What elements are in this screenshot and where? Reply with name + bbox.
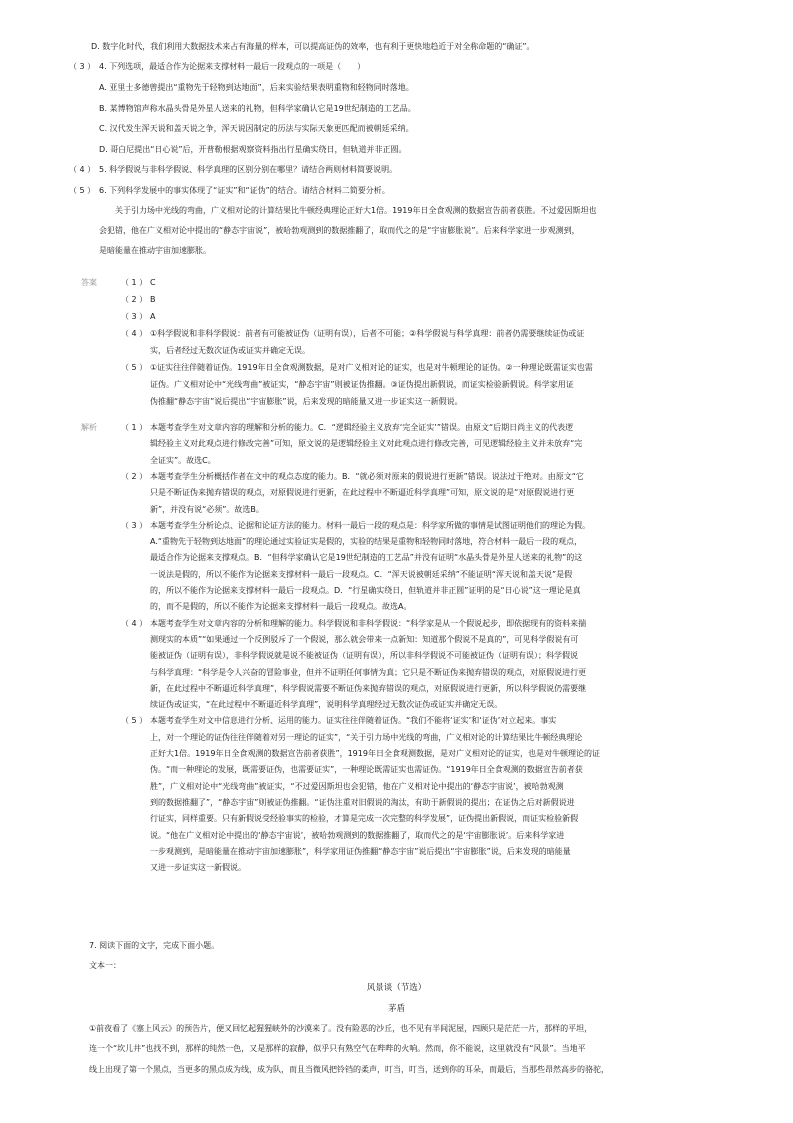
article-title: 风景谈（节选） — [366, 983, 427, 993]
analysis-text: 本题考查学生对文章内容的理解和分析的能力。C．“逻辑经验主义放弃‘完全证实’”错误。由原文“后期日尚主义的代表逻 — [150, 423, 574, 432]
question-number: （ 3 ） — [69, 62, 96, 71]
question-number: （ 5 ） — [69, 186, 96, 195]
analysis-text: 上，对一个理论的证伪往往伴随着对另一理论的证实”，“关于引力场中光线的弯曲，广义相对论的计算结果比牛顿经典理论 — [150, 733, 583, 742]
analysis-text: 本题考查学生分析论点、论据和论证方法的能力。材料一最后一段的观点是：科学家所做的事情是试图证明他们的理论为假。 — [150, 521, 590, 530]
answer-text: 实，后者经过无数次证伪或证实并确定无误。 — [150, 346, 310, 355]
question-7-intro: 7. 阅读下面的文字，完成下面小题。 — [89, 941, 220, 950]
answer-num: （ 1 ） — [121, 278, 148, 287]
analysis-num: （ 4 ） — [121, 619, 148, 628]
analysis-text: 一说法是假的，所以不能作为论据来支撑材料一最后一段观点。C．“浑天说被朝廷采纳”不能证明“浑天说和盖天说”是假 — [150, 570, 573, 579]
q6-passage-line: 是暗能量在推动宇宙加速膨胀。 — [99, 246, 211, 255]
question-6-stem: 6. 下列科学发展中的事实体现了“证实”和“证伪”的结合。请结合材料二简要分析。 — [99, 186, 390, 195]
q6-passage-line: 会犯错，他在广义相对论中提出的“静态宇宙说”，被哈勃观测到的数据推翻了，取而代之的是“宇宙膨胀说”。后来科学家进一步观测到， — [99, 226, 580, 235]
analysis-label: 解析 — [81, 423, 97, 432]
paragraph-line: 线上出现了第一个黑点，当更多的黑点成为线，成为队，而且当微风把铃铛的柔声，叮当，叮当，送到你的耳朵，而最后，当那些昂然高步的骆驼， — [89, 1065, 609, 1074]
analysis-text: 的，所以不能作为论据来支撑材料一最后一段观点。D．“行星确实绕日，但轨道并非正圆”证明的是“日心说”这一理论是真 — [150, 586, 581, 595]
answer-num: （ 2 ） — [121, 295, 148, 304]
answer-num: （ 5 ） — [121, 363, 148, 372]
option-d-previous: D. 数字化时代，我们利用大数据技术来占有海量的样本，可以提高证伪的效率，也有利于更快地趋近于对全称命题的“确证”。 — [91, 42, 535, 51]
question-number: （ 4 ） — [69, 165, 96, 174]
paragraph-line: ①前夜看了《塞上风云》的预告片，便又回忆起猩猩峡外的沙漠来了。没有险恶的沙丘，也不见有半间泥屋，四顾只是茫茫一片，那样的平坦， — [89, 1024, 593, 1033]
q6-passage-line: 关于引力场中光线的弯曲，广义相对论的计算结果比牛顿经典理论正好大1倍。1919年日全食观测的数据宣告前者获胜。不过爱因斯坦也 — [115, 206, 597, 215]
question-5-stem: 5. 科学假说与非科学假说、科学真理的区别分别在哪里？请结合两则材料简要说明。 — [99, 165, 398, 174]
q4-option-a: A. 亚里士多德曾提出“重物先于轻物到达地面”，后来实验结果表明重物和轻物同时落地。 — [99, 83, 414, 92]
analysis-num: （ 3 ） — [121, 521, 148, 530]
analysis-text: 一步观测到，是暗能量在推动宇宙加速膨胀”，科学家用证伪推翻“静态宇宙”说后提出“宇宙膨胀”说，后来发现的暗能量 — [150, 847, 571, 856]
q4-option-b: B. 某博物馆声称水晶头骨是外星人送来的礼物，但科学家确认它是19世纪制造的工艺品。 — [99, 104, 416, 113]
analysis-text: 续证伪或证实，“在此过程中不断逼近科学真理”，说明科学真理经过无数次证伪或证实并确定无误。 — [150, 700, 503, 709]
answer-label: 答案 — [81, 278, 97, 287]
analysis-num: （ 2 ） — [121, 472, 148, 481]
q4-option-d: D. 哥白尼提出“日心说”后，开普勒根据观察资料指出行星确实绕日，但轨道并非正圆。 — [99, 145, 407, 154]
analysis-text: 只是不断证伪来抛弃错误的观点，对原假说进行更新，在此过程中不断逼近科学真理”可知，原文说的是“对原假说进行更 — [150, 488, 575, 497]
analysis-text: 胜”，广义相对论中“光线弯曲”被证实，“不过爱因斯坦也会犯错，他在广义相对论中提出的‘静态宇宙说’，被哈勃观测 — [150, 782, 564, 791]
analysis-text: 能被证伪（证明有误），非科学假说就是说不能被证伪（证明有误），所以非科学假说不可能被证伪（证明有误）；科学假说 — [150, 651, 578, 660]
analysis-text: 的，而不是假的，所以不能作为论据来支撑材料一最后一段观点。故选A。 — [150, 602, 412, 611]
analysis-num: （ 5 ） — [121, 716, 148, 725]
analysis-text: 测现实的本质”“如果通过一个反例驳斥了一个假说，那么就会带来一点新知：知道那个假说不是真的”，可见科学假说有可 — [150, 635, 579, 644]
analysis-text: 辑经验主义对此观点进行修改完善”可知，原文说的是逻辑经验主义对此观点进行修改完善，可见逻辑经验主义并未放弃“完 — [150, 439, 583, 448]
analysis-text: 全证实”。故选C。 — [150, 456, 216, 465]
text-one-label: 文本一： — [89, 961, 121, 970]
q4-option-c: C. 汉代发生浑天说和盖天说之争，浑天说因制定的历法与实际天象更匹配而被朝廷采纳。 — [99, 124, 414, 133]
question-4-stem: 4. 下列选项，最适合作为论据来支撑材料一最后一段观点的一项是（ ） — [99, 62, 366, 71]
analysis-text: 最适合作为论据来支撑观点。B．“但科学家确认它是19世纪制造的工艺品”并没有证明“水晶头骨是外星人送来的礼物”的这 — [150, 553, 583, 562]
answer-text: ①证实往往伴随着证伪。1919年日全食观测数据，是对广义相对论的证实，也是对牛顿理论的证伪。②一种理论既需证实也需 — [150, 363, 593, 372]
answer-text: B — [150, 295, 156, 304]
analysis-text: 行证实，同样重要。只有新假说受经验事实的检验，才算是完成一次完整的科学发展”，证伪提出新假说，而证实检验新假 — [150, 814, 579, 823]
paragraph-line: 连一个“坎儿井”也找不到，那样的纯然一色，又是那样的寂静，似乎只有熟空气在哔哔的火响。然而，你不能说，这里就没有“风景”。当地平 — [89, 1044, 586, 1053]
analysis-text: 本题考查学生对文章内容的分析和理解的能力。科学假说和非科学假说：“科学家是从一个假说起步，即依据现有的资料来揣 — [150, 619, 587, 628]
analysis-text: 又进一步证实这一新假说。 — [150, 863, 246, 872]
answer-text: ①科学假说和非科学假说：前者有可能被证伪（证明有误），后者不可能；②科学假说与科学真理：前者仍需要继续证伪或证 — [150, 329, 585, 338]
analysis-text: 新，在此过程中不断逼近科学真理”，科学假说需要不断证伪来抛弃错误的观点，对原假说进行更新，所以科学假说仍需要继 — [150, 684, 587, 693]
analysis-text: 新”，并没有说“必须”。故选B。 — [150, 505, 264, 514]
answer-text: 证伪。广义相对论中“光线弯曲”被证实，“静态宇宙”则被证伪推翻。③证伪提出新假说，而证实检验新假说。科学家用证 — [150, 380, 574, 389]
analysis-text: 到的数据推翻了”，“静态宇宙”则被证伪推翻。“证伪注重对旧假说的淘汰，有助于新假说的提出；在证伪之后对新假说进 — [150, 798, 575, 807]
analysis-text: 本题考查学生分析概括作者在文中的观点态度的能力。B．“就必须对原来的假说进行更新”错误。说法过于绝对。由原文“它 — [150, 472, 584, 481]
analysis-text: A.“重物先于轻物到达地面”的理论通过实验证实是假的，实验的结果是重物和轻物同时落地，符合材料一最后一段的观点， — [150, 537, 583, 546]
answer-num: （ 3 ） — [121, 312, 148, 321]
analysis-text: 本题考查学生对文中信息进行分析、运用的能力。证实往往伴随着证伪。“我们不能将‘证实’和‘证伪’对立起来。事实 — [150, 716, 557, 725]
analysis-text: 正好大1倍。1919年日全食观测的数据宣告前者获胜”，1919年日全食观测数据，是对广义相对论的证实，也是对牛顿理论的证 — [150, 749, 600, 758]
analysis-text: 与科学真理：“科学是令人兴奋的冒险事业，但并不证明任何事情为真；它只是不断证伪来抛弃错误的观点，对原假说进行更 — [150, 668, 587, 677]
analysis-text: 伪。“而一种理论的发展，既需要证伪，也需要证实”，一种理论既需证实也需证伪。“1919年日全食观测的数据宣告前者获 — [150, 765, 583, 774]
answer-num: （ 4 ） — [121, 329, 148, 338]
answer-text: 伪推翻“静态宇宙”说后提出“宇宙膨胀”说，后来发现的暗能量又进一步证实这一新假说。 — [150, 397, 463, 406]
answer-text: C — [150, 278, 156, 287]
answer-text: A — [150, 312, 156, 321]
analysis-num: （ 1 ） — [121, 423, 148, 432]
article-author: 茅盾 — [387, 1004, 405, 1014]
analysis-text: 说。“他在广义相对论中提出的‘静态宇宙说’，被哈勃观测到的数据推翻了，取而代之的是‘宇宙膨胀说’。后来科学家进 — [150, 831, 565, 840]
